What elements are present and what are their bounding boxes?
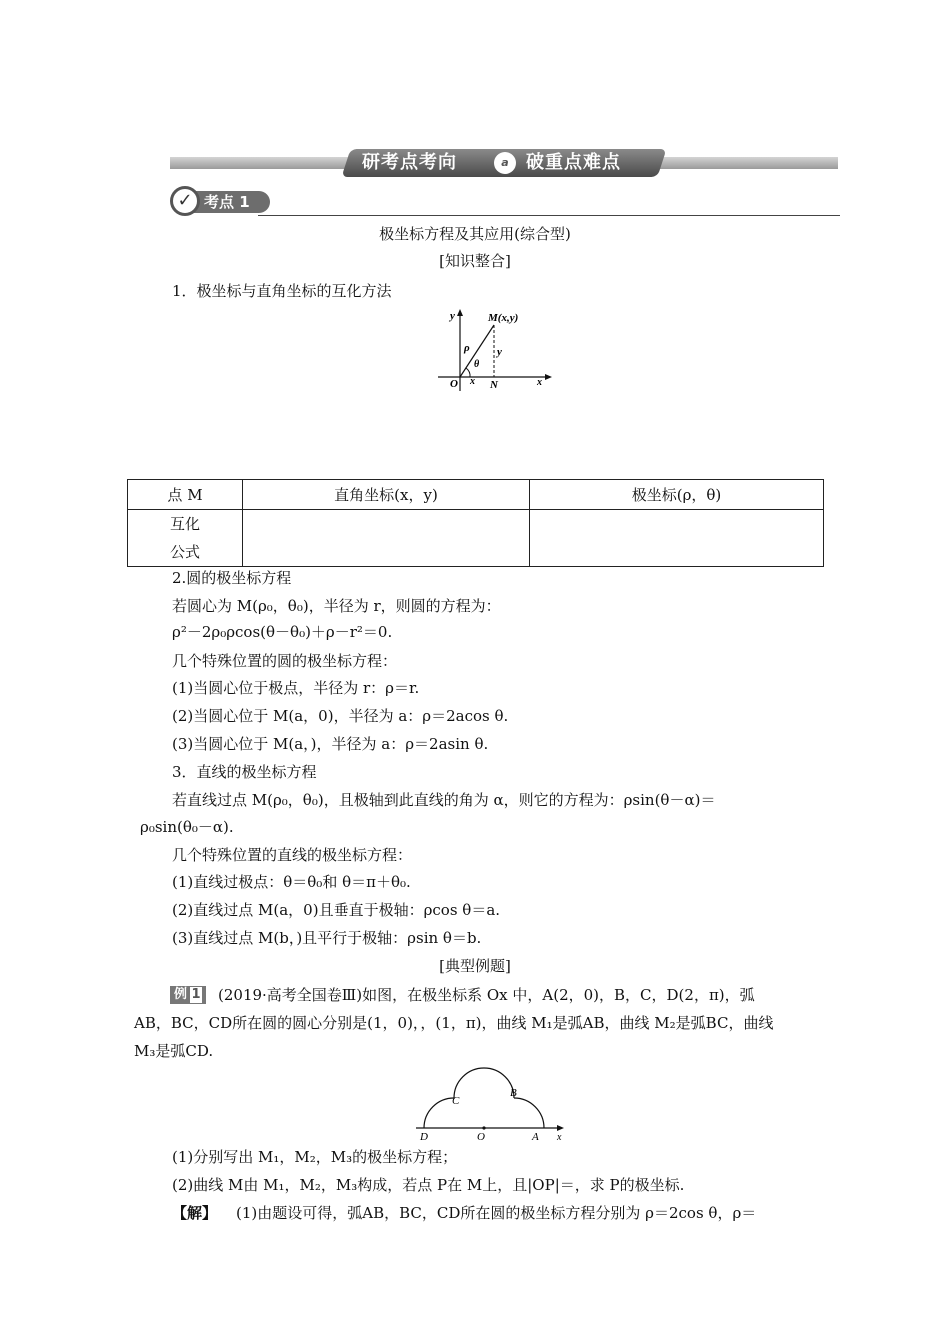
fig1-label-theta: θ bbox=[474, 359, 480, 370]
fig1-label-rho: ρ bbox=[464, 342, 470, 354]
fig1-label-xaxis: x bbox=[537, 377, 542, 388]
table-cell-polar bbox=[530, 510, 824, 567]
fig1-label-N: N bbox=[490, 379, 498, 391]
section-subtitle: [知识整合] bbox=[439, 252, 511, 270]
fig2-origin bbox=[482, 1126, 485, 1129]
conversion-table bbox=[127, 479, 824, 567]
line-7: 3．直线的极坐标方程 bbox=[172, 763, 317, 781]
kaodian-label: 考点 1 bbox=[204, 193, 250, 211]
line-10: 几个特殊位置的直线的极坐标方程： bbox=[172, 846, 413, 864]
item-1: 1．极坐标与直角坐标的互化方法 bbox=[172, 282, 392, 300]
line-2: ρ²－2ρ₀ρcos(θ－θ₀)＋ρ－r²＝0. bbox=[172, 623, 393, 641]
fig1-label-yy: y bbox=[497, 346, 502, 358]
example-line-1: (2019·高考全国卷Ⅲ)如图，在极坐标系 Ox 中，A(2，0)，B，C，D(2，π)，弧 bbox=[218, 986, 755, 1004]
fig2-x-arrow bbox=[557, 1125, 564, 1131]
line-12: (2)直线过点 M(a，0)且垂直于极轴：ρcos θ＝a. bbox=[172, 901, 501, 919]
fig2-label-A: A bbox=[532, 1131, 539, 1143]
fig1-y-arrow bbox=[457, 309, 463, 316]
fig2-label-C: C bbox=[452, 1095, 460, 1107]
solution-label: 【解】 bbox=[172, 1204, 218, 1222]
line-13: (3)直线过点 M(b，)且平行于极轴：ρsin θ＝b. bbox=[172, 929, 482, 947]
table-header-polar: 极坐标(ρ，θ) bbox=[530, 480, 824, 510]
example-line-2: AB，BC，CD所在圆的圆心分别是(1，0)，，(1，π)，曲线 M₁是弧AB，曲线 M₂是弧BC，曲线 bbox=[134, 1014, 774, 1032]
example-line-3: M₃是弧CD. bbox=[134, 1042, 214, 1060]
line-4: (1)当圆心位于极点，半径为 r：ρ＝r. bbox=[172, 679, 420, 697]
table-header-point: 点 M bbox=[128, 480, 243, 510]
table-row-label bbox=[128, 510, 243, 567]
line-8: 若直线过点 M(ρ₀，θ₀)，且极轴到此直线的角为 α，则它的方程为：ρsin(θ－α)＝ bbox=[172, 791, 716, 809]
question-2: (2)曲线 M由 M₁，M₂，M₃构成，若点 P在 M上，且|OP|＝，求 P的极坐标. bbox=[172, 1176, 685, 1194]
fig1-label-M: M(x,y) bbox=[488, 312, 519, 324]
fig2-label-x: x bbox=[557, 1132, 562, 1143]
fig2-arc-BC bbox=[454, 1068, 514, 1098]
example-badge-num: 1 bbox=[191, 987, 201, 1002]
fig2-label-B: B bbox=[510, 1087, 517, 1099]
line-11: (1)直线过极点：θ＝θ₀和 θ＝π＋θ₀. bbox=[172, 873, 411, 891]
table-row-label-b: 公式 bbox=[169, 543, 200, 561]
arcs-figure bbox=[410, 1062, 570, 1144]
example-badge-text: 例 bbox=[174, 987, 188, 1002]
table-row-label-a: 互化 bbox=[169, 515, 200, 533]
fig1-x-arrow bbox=[545, 374, 552, 380]
fig2-arc-AB bbox=[514, 1098, 544, 1128]
fig1-label-y: y bbox=[450, 310, 455, 322]
line-3: 几个特殊位置的圆的极坐标方程： bbox=[172, 652, 398, 670]
table-cell-rect bbox=[243, 510, 530, 567]
banner-circle-icon: a bbox=[494, 152, 516, 174]
solution-text: (1)由题设可得，弧AB，BC，CD所在圆的极坐标方程分别为 ρ＝2cos θ，ρ＝ bbox=[236, 1204, 757, 1222]
fig1-label-x: x bbox=[470, 376, 475, 387]
example-badge bbox=[170, 986, 206, 1004]
fig2-label-D: D bbox=[420, 1131, 428, 1143]
example-heading: [典型例题] bbox=[439, 957, 511, 975]
line-1: 若圆心为 M(ρ₀，θ₀)，半径为 r，则圆的方程为： bbox=[172, 597, 501, 615]
fig2-arc-CD bbox=[424, 1098, 454, 1128]
question-1: (1)分别写出 M₁，M₂，M₃的极坐标方程； bbox=[172, 1148, 458, 1166]
line-5: (2)当圆心位于 M(a，0)，半径为 a：ρ＝2acos θ. bbox=[172, 707, 509, 725]
check-icon: ✓ bbox=[170, 186, 200, 216]
fig1-label-O: O bbox=[450, 378, 458, 390]
banner-right-text: 破重点难点 bbox=[526, 152, 621, 173]
fig2-label-O: O bbox=[477, 1131, 485, 1143]
section-rule bbox=[258, 215, 840, 216]
table-header-rect: 直角坐标(x，y) bbox=[243, 480, 530, 510]
line-0: 2.圆的极坐标方程 bbox=[172, 569, 292, 587]
section-title: 极坐标方程及其应用(综合型) bbox=[379, 225, 571, 243]
line-6: (3)当圆心位于 M(a，)，半径为 a：ρ＝2asin θ. bbox=[172, 735, 489, 753]
banner-left-text: 研考点考向 bbox=[362, 152, 457, 173]
line-9: ρ₀sin(θ₀－α). bbox=[140, 818, 234, 836]
polar-conversion-figure bbox=[430, 305, 560, 395]
